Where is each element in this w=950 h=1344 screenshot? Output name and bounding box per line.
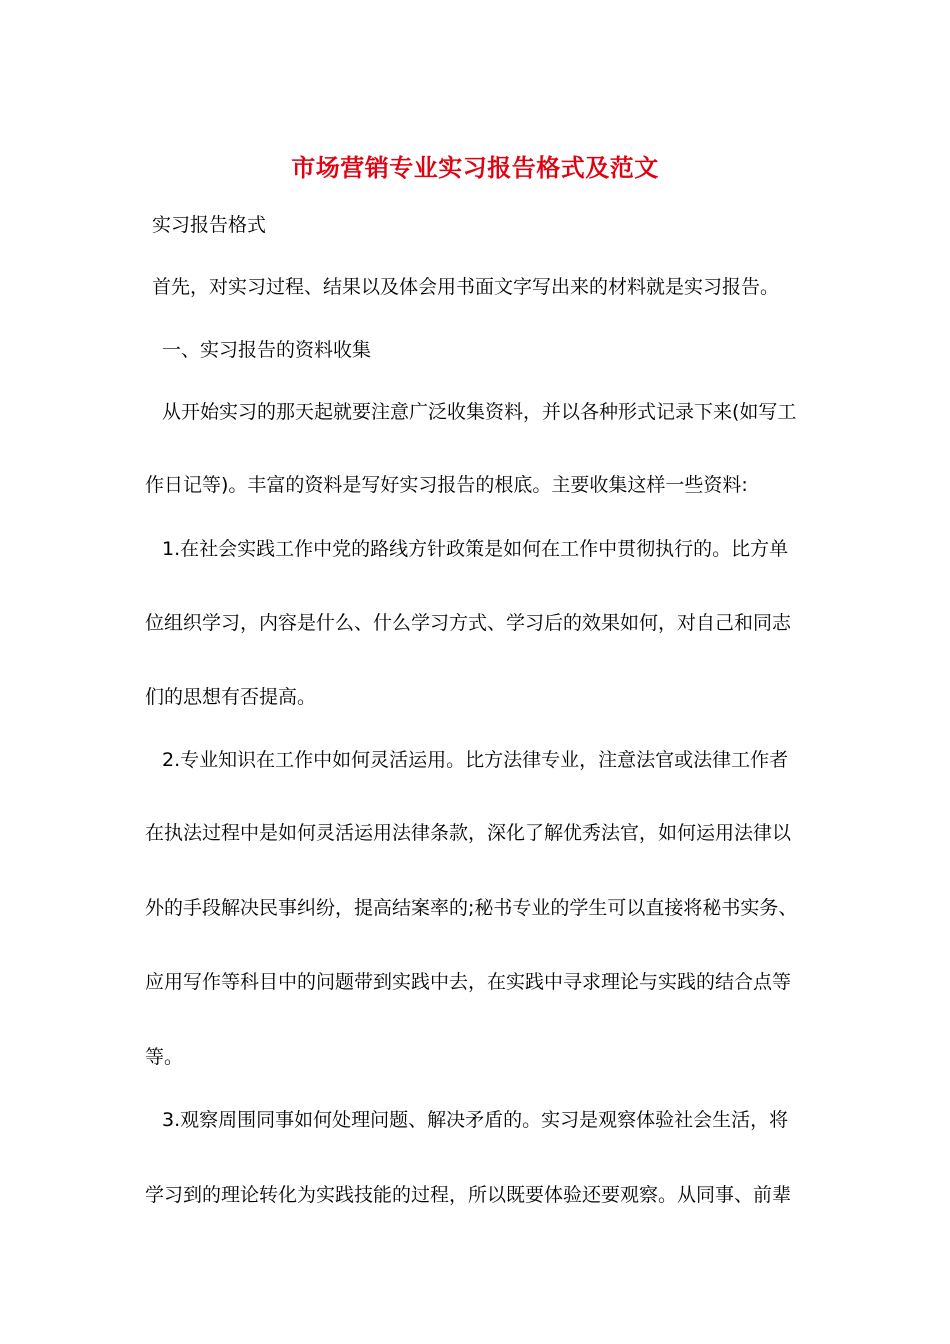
list-item-2-line: 等。 (145, 1046, 184, 1068)
paragraph-line: 从开始实习的那天起就要注意广泛收集资料，并以各种形式记录下来(如写工 (162, 401, 797, 423)
list-item-1-line: 位组织学习，内容是什么、什么学习方式、学习后的效果如何，对自己和同志 (145, 612, 792, 634)
list-item-2-line: 在执法过程中是如何灵活运用法律条款，深化了解优秀法官，如何运用法律以 (145, 822, 792, 844)
paragraph-line: 作日记等)。丰富的资料是写好实习报告的根底。主要收集这样一些资料: (145, 474, 748, 496)
intro-paragraph: 首先，对实习过程、结果以及体会用书面文字写出来的材料就是实习报告。 (152, 276, 780, 298)
list-item-1-line: 们的思想有否提高。 (145, 686, 317, 708)
section-heading-format: 实习报告格式 (152, 214, 267, 236)
list-item-2-line: 2.专业知识在工作中如何灵活运用。比方法律专业，注意法官或法律工作者 (162, 749, 789, 771)
list-item-2-line: 应用写作等科目中的问题带到实践中去，在实践中寻求理论与实践的结合点等 (145, 971, 792, 993)
document-title: 市场营销专业实习报告格式及范文 (291, 153, 659, 182)
list-item-1-line: 1.在社会实践工作中党的路线方针政策是如何在工作中贯彻执行的。比方单 (162, 538, 789, 560)
list-item-3-line: 3.观察周围同事如何处理问题、解决矛盾的。实习是观察体验社会生活，将 (162, 1109, 789, 1131)
list-item-3-line: 学习到的理论转化为实践技能的过程，所以既要体验还要观察。从同事、前辈 (145, 1184, 792, 1206)
section-heading-collection: 一、实习报告的资料收集 (162, 339, 372, 361)
list-item-2-line: 外的手段解决民事纠纷，提高结案率的;秘书专业的学生可以直接将秘书实务、 (145, 897, 798, 919)
